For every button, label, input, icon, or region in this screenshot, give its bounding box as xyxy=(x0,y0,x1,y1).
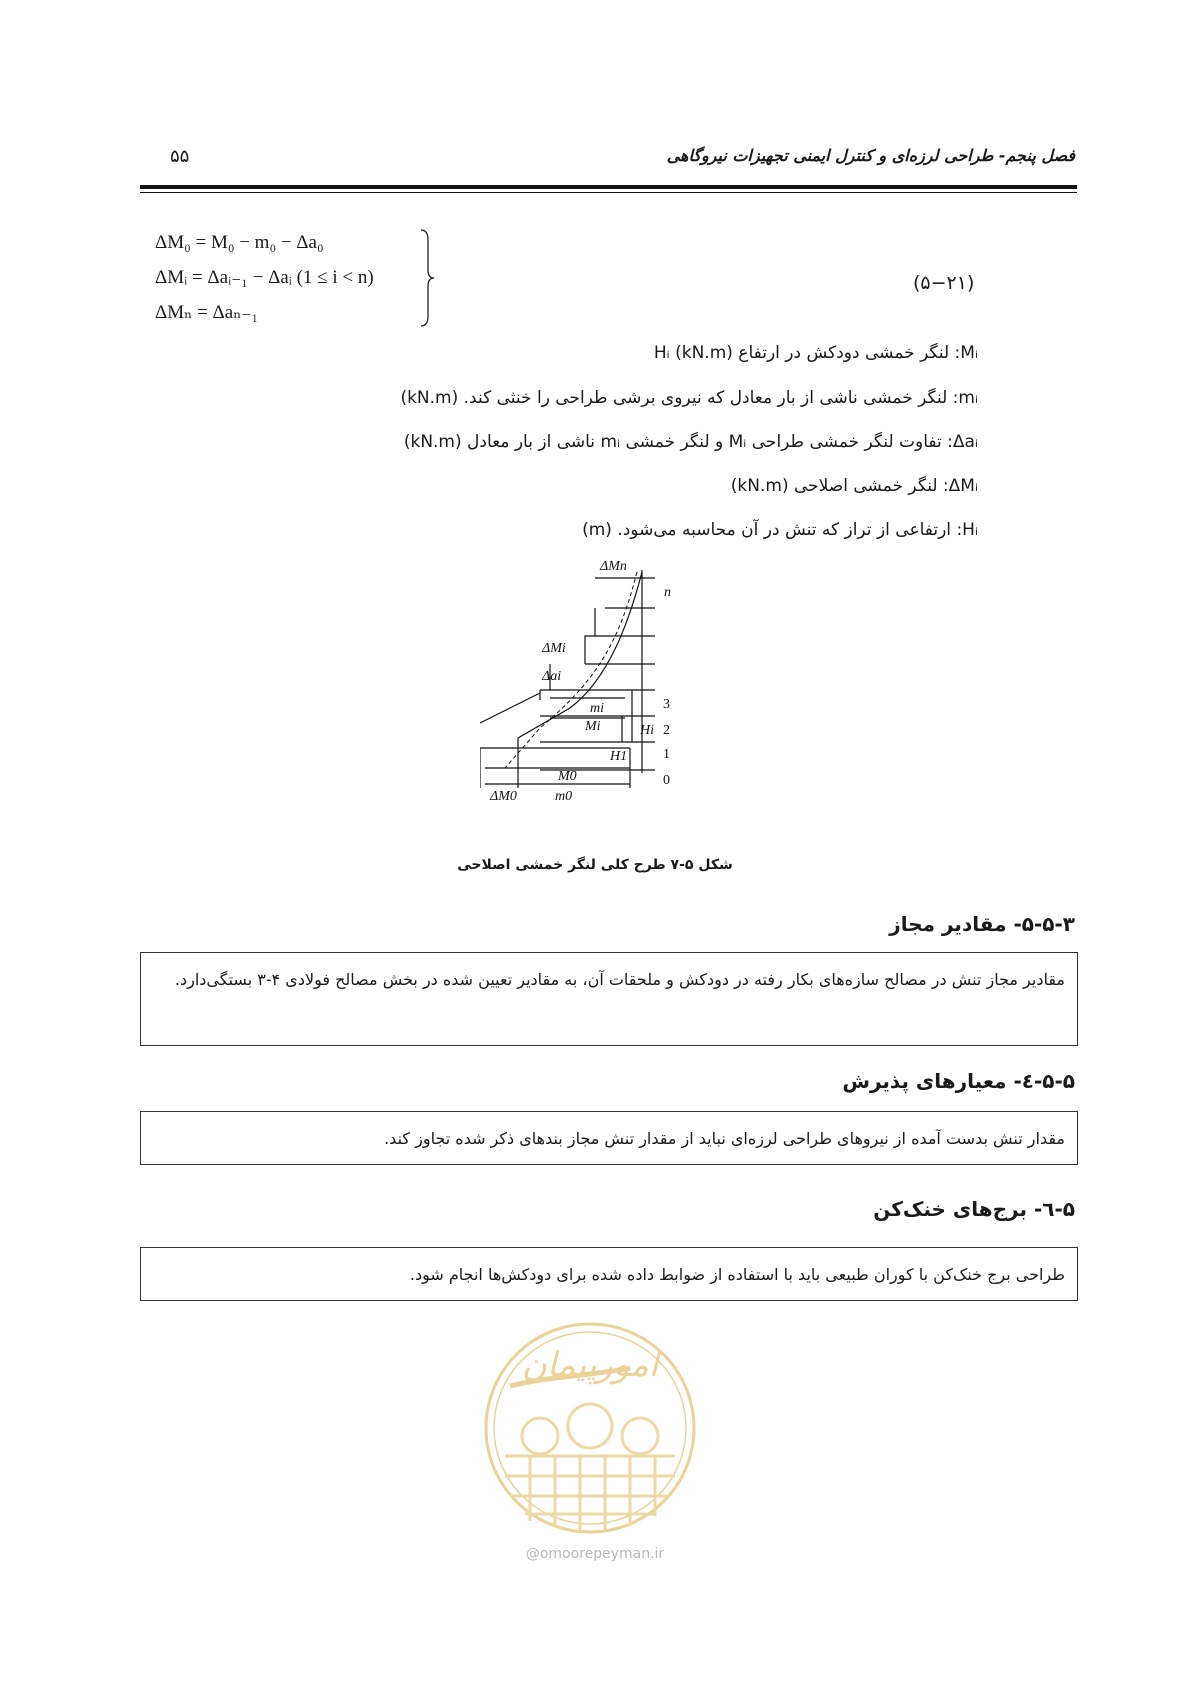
label-m0: m0 xyxy=(555,789,573,804)
page-number: ۵۵ xyxy=(170,146,190,167)
definition-dMi: ΔMᵢ: لنگر خمشی اصلاحی (kN.m) xyxy=(730,476,978,496)
watermark-logo-text: امورپیمان xyxy=(521,1345,659,1385)
figure-caption: شکل ۵-۷ طرح کلی لنگر خمشی اصلاحی xyxy=(457,857,733,873)
label-level-0: 0 xyxy=(663,773,670,788)
definition-dai: Δaᵢ: تفاوت لنگر خمشی طراحی Mᵢ و لنگر خمشی mᵢ ناشی از بار معادل (kN.m) xyxy=(403,432,978,452)
section-box-allowable-values: مقادیر مجاز تنش در مصالح سازه‌های بکار رفته در دودکش و ملحقات آن، به مقادیر تعیین شده در بخش مصالح فولادی ۴-۳ بستگی‌دارد. xyxy=(140,952,1078,1046)
label-n: n xyxy=(664,585,671,600)
header-rule xyxy=(140,185,1077,189)
label-level-1: 1 xyxy=(663,747,670,762)
header-rule-thin xyxy=(140,192,1077,193)
equation-line-2: ΔMᵢ = Δaᵢ₋₁ − Δaᵢ (1 ≤ i < n) xyxy=(155,267,374,288)
section-box-acceptance-criteria: مقدار تنش بدست آمده از نیروهای طراحی لرزه‌ای نباید از مقدار تنش مجاز بندهای ذکر شده تجاوز کند. xyxy=(140,1111,1078,1165)
section-heading-allowable-values: ۵-۵-۳- مقادیر مجاز xyxy=(889,912,1075,936)
section-box-cooling-towers: طراحی برج خنک‌کن با کوران طبیعی باید با استفاده از ضوابط داده شده برای دودکش‌ها انجام شود. xyxy=(140,1247,1078,1301)
equation-line-3: ΔMₙ = Δaₙ₋₁ xyxy=(155,302,259,323)
definition-Mi: Mᵢ: لنگر خمشی دودکش در ارتفاع Hᵢ (kN.m) xyxy=(653,343,978,363)
label-dM0: ΔM0 xyxy=(490,789,517,804)
label-Mi: Mi xyxy=(585,719,601,734)
label-dMi: ΔMi xyxy=(542,641,566,656)
definition-mi: mᵢ: لنگر خمشی ناشی از بار معادل که نیروی برشی طراحی را خنثی کند. (kN.m) xyxy=(400,388,978,408)
label-dMn: ΔMn xyxy=(600,559,627,574)
label-mi: mi xyxy=(590,701,604,716)
label-H1: H1 xyxy=(610,749,628,764)
label-M0: M0 xyxy=(558,769,577,784)
equation-line-1: ΔM₀ = M₀ − m₀ − Δa₀ xyxy=(155,232,324,253)
equation-brace xyxy=(418,228,440,328)
definition-Hi: Hᵢ: ارتفاعی از تراز که تنش در آن محاسبه می‌شود. (m) xyxy=(582,520,978,540)
chapter-title: فصل پنجم- طراحی لرزه‌ای و کنترل ایمنی تجهیزات نیروگاهی xyxy=(666,146,1075,165)
label-level-2: 2 xyxy=(663,723,670,738)
label-dai: Δai xyxy=(542,669,562,684)
watermark-url: @omoorepeyman.ir xyxy=(525,1546,665,1562)
bending-moment-diagram xyxy=(480,558,720,828)
label-Hi: Hi xyxy=(640,723,654,738)
label-level-3: 3 xyxy=(663,697,670,712)
equation-number: (۵−۲۱) xyxy=(913,272,975,294)
section-heading-cooling-towers: ۵-٦- برج‌های خنک‌کن xyxy=(873,1197,1075,1221)
watermark-logo xyxy=(480,1316,700,1540)
section-heading-acceptance-criteria: ۵-۵-٤- معیارهای پذیرش xyxy=(842,1069,1075,1093)
